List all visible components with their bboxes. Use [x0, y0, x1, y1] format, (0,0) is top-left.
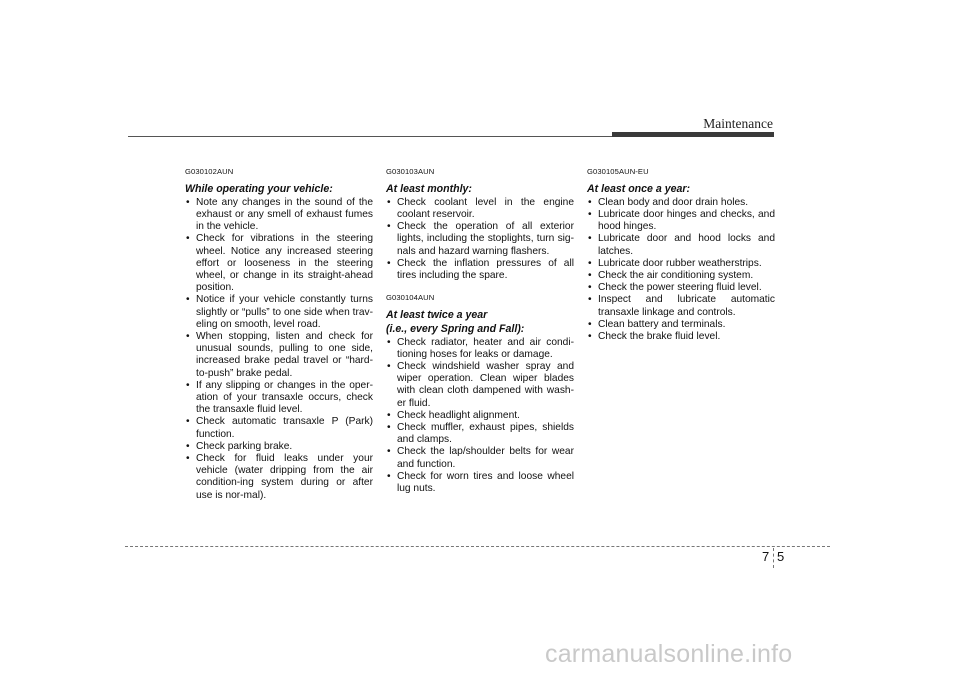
list-item: • Check muffler, exhaust pipes, shields and clamps. — [386, 422, 574, 446]
checklist — [386, 337, 574, 496]
column-2 — [386, 166, 574, 495]
list-item: • Check coolant level in the engine coolant reservoir. — [386, 197, 574, 221]
page-number: 5 — [777, 549, 785, 564]
section-code: G030104AUN — [386, 293, 435, 303]
list-item: • When stopping, listen and check for unusual sounds, pulling to one side, increased brake pedal travel or “hard-to-push” brake pedal. — [185, 331, 373, 380]
section-heading: While operating your vehicle: — [185, 183, 333, 196]
checklist — [386, 197, 574, 282]
header-rule-thick — [612, 132, 774, 137]
section-heading-line-1: At least twice a year — [386, 309, 488, 322]
chapter-number: 7 — [762, 549, 770, 564]
list-item: • Check for vibrations in the steering wheel. Notice any increased steering effort or looseness in the steering wheel, or change in its straight-ahead position. — [185, 233, 373, 294]
list-item: • Inspect and lubricate automatic transaxle linkage and controls. — [587, 294, 775, 318]
list-item: • Check for worn tires and loose wheel lug nuts. — [386, 471, 574, 495]
section-heading: At least monthly: — [386, 183, 472, 196]
list-item: • If any slipping or changes in the oper-ation of your transaxle occurs, check the transaxle fluid level. — [185, 380, 373, 417]
column-1 — [185, 166, 373, 502]
page-number-divider — [773, 548, 774, 568]
checklist — [587, 197, 775, 343]
list-item: • Clean battery and terminals. — [587, 319, 775, 331]
column-3 — [587, 166, 775, 343]
list-item: • Check the operation of all exterior lights, including the stoplights, turn sig-nals and hazard warning flashers. — [386, 221, 574, 258]
section-code: G030103AUN — [386, 167, 435, 176]
list-item: • Check radiator, heater and air condi-tioning hoses for leaks or damage. — [386, 337, 574, 361]
section-gap — [386, 282, 574, 292]
list-item: • Lubricate door and hood locks and latches. — [587, 233, 775, 257]
list-item: • Check the power steering fluid level. — [587, 282, 775, 294]
watermark: carmanualsonline.info — [545, 640, 793, 668]
list-item: • Check windshield washer spray and wiper operation. Clean wiper blades with clean cloth dampened with wash-er fluid. — [386, 361, 574, 410]
list-item: • Clean body and door drain holes. — [587, 197, 775, 209]
list-item: • Notice if your vehicle constantly turns slightly or “pulls” to one side when trav-eling on smooth, level road. — [185, 294, 373, 331]
list-item: • Check automatic transaxle P (Park) function. — [185, 416, 373, 440]
section-title: Maintenance — [703, 116, 773, 131]
list-item: • Check the inflation pressures of all tires including the spare. — [386, 258, 574, 282]
list-item: • Check the air conditioning system. — [587, 270, 775, 282]
list-item: • Note any changes in the sound of the exhaust or any smell of exhaust fumes in the vehicle. — [185, 197, 373, 234]
list-item: • Check the brake fluid level. — [587, 331, 775, 343]
footer-rule — [125, 546, 830, 547]
list-item: • Lubricate door rubber weatherstrips. — [587, 258, 775, 270]
section-heading: At least once a year: — [587, 183, 691, 196]
list-item: • Check the lap/shoulder belts for wear and function. — [386, 446, 574, 470]
section-code: G030105AUN-EU — [587, 167, 649, 176]
checklist — [185, 197, 373, 502]
section-code: G030102AUN — [185, 167, 234, 176]
header-rule-thin — [128, 136, 612, 137]
list-item: • Check for fluid leaks under your vehicle (water dripping from the air condition-ing system during or after use is nor-mal). — [185, 453, 373, 502]
section-heading-line-2: (i.e., every Spring and Fall): — [386, 323, 525, 336]
list-item: • Check headlight alignment. — [386, 410, 574, 422]
list-item: • Lubricate door hinges and checks, and hood hinges. — [587, 209, 775, 233]
list-item: • Check parking brake. — [185, 441, 373, 453]
